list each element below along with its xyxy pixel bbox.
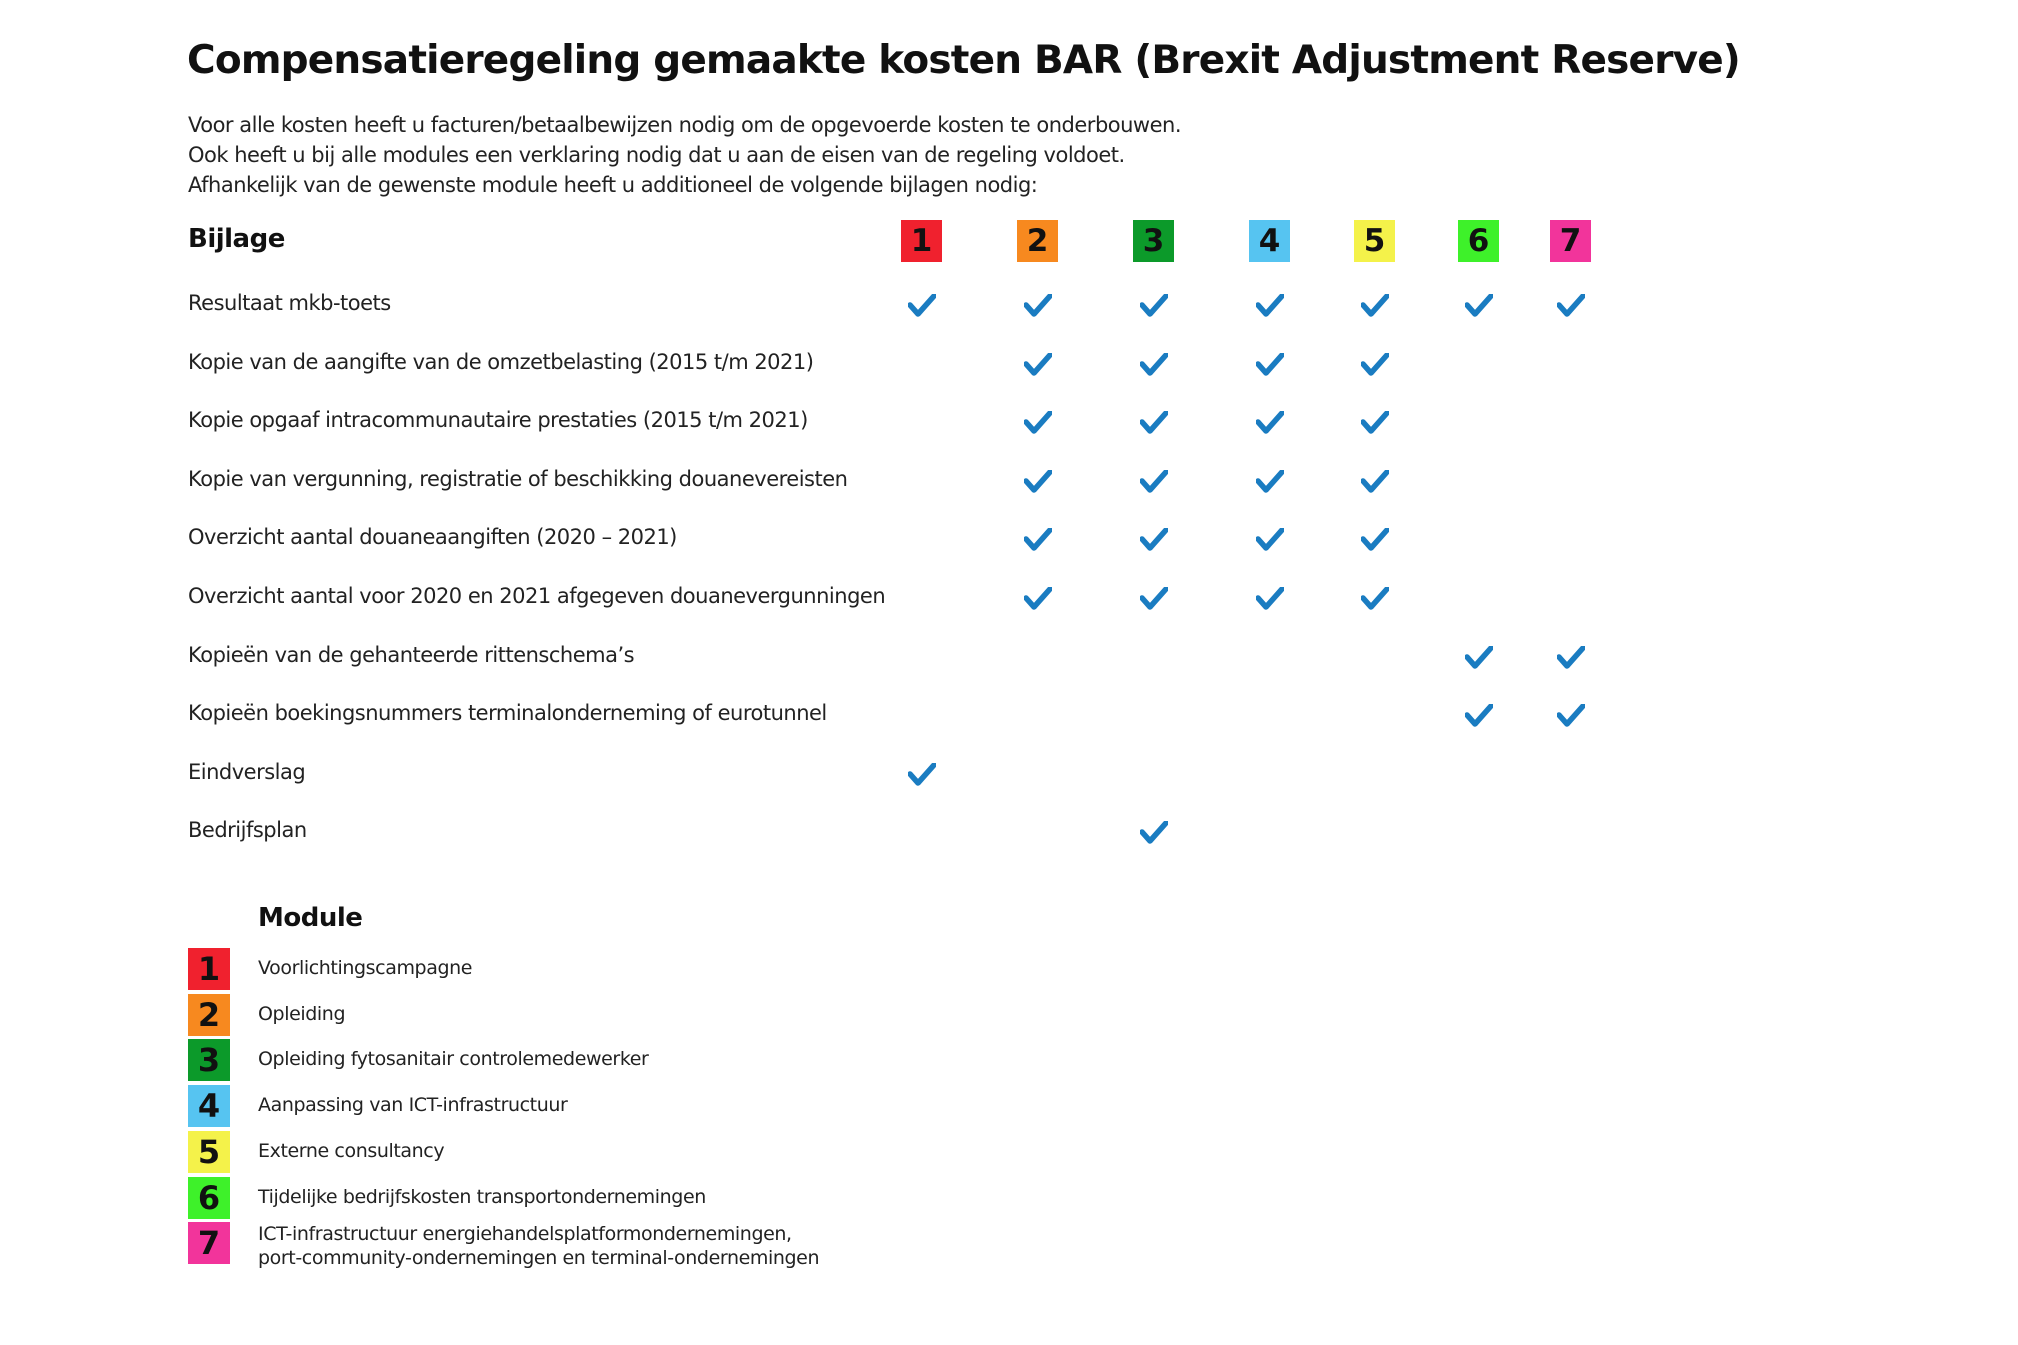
legend-item (188, 1039, 1388, 1083)
module-badge: 7 (188, 1222, 230, 1264)
checkmark-icon (1256, 587, 1284, 611)
module-description (258, 1047, 648, 1071)
checkmark-icon (1024, 353, 1052, 377)
checkmark-icon (1024, 411, 1052, 435)
module-description-line: Opleiding (258, 1002, 346, 1025)
intro-line: Afhankelijk van de gewenste module heeft u additioneel de volgende bijlagen nodig: (188, 173, 1038, 197)
table-row (0, 288, 2018, 328)
module-description-line: port-community-ondernemingen en terminal-ondernemingen (258, 1247, 820, 1270)
intro-line: Voor alle kosten heeft u facturen/betaalbewijzen nodig om de opgevoerde kosten te onderbouwen. (188, 113, 1182, 137)
checkmark-icon (1557, 704, 1585, 728)
legend-item (188, 1222, 1388, 1270)
checkmark-icon (1140, 353, 1168, 377)
module-description (258, 1093, 567, 1117)
module-badge: 4 (188, 1085, 230, 1127)
bijlage-label: Kopieën boekingsnummers terminalonderneming of eurotunnel (188, 701, 827, 726)
checkmark-icon (1361, 353, 1389, 377)
checkmark-icon (1256, 411, 1284, 435)
checkmark-icon (1256, 353, 1284, 377)
bijlage-label: Resultaat mkb-toets (188, 291, 391, 315)
checkmark-icon (1140, 470, 1168, 494)
module-heading: Module (258, 903, 363, 933)
checkmark-icon (1140, 821, 1168, 845)
intro-text (188, 110, 1181, 200)
bijlage-label: Kopieën van de gehanteerde rittenschema’s (188, 642, 635, 667)
module-description (258, 1002, 345, 1026)
bijlage-heading: Bijlage (188, 224, 285, 254)
checkmark-icon (1361, 587, 1389, 611)
table-row (0, 405, 2018, 445)
intro-line: Ook heeft u bij alle modules een verklaring nodig dat u aan de eisen van de regeling voldoet. (188, 143, 1125, 167)
module-7-column-badge: 7 (1550, 220, 1591, 262)
checkmark-icon (1024, 587, 1052, 611)
module-6-column-badge: 6 (1458, 220, 1499, 262)
legend-item (188, 948, 1388, 992)
module-description-line: Tijdelijke bedrijfskosten transportondernemingen (258, 1185, 706, 1208)
module-2-column-badge: 2 (1017, 220, 1058, 262)
bijlage-label: Kopie opgaaf intracommunautaire prestaties (2015 t/m 2021) (188, 408, 808, 433)
bijlage-label: Overzicht aantal voor 2020 en 2021 afgegeven douanevergunningen (188, 584, 886, 608)
module-badge: 6 (188, 1177, 230, 1219)
checkmark-icon (1465, 704, 1493, 728)
checkmark-icon (1557, 294, 1585, 318)
module-description-line: Externe consultancy (258, 1139, 445, 1162)
module-description (258, 956, 472, 980)
table-row (0, 640, 2018, 680)
checkmark-icon (1140, 411, 1168, 435)
table-row (0, 757, 2018, 797)
module-badge: 1 (188, 948, 230, 990)
legend-item (188, 994, 1388, 1038)
module-badge: 5 (188, 1131, 230, 1173)
checkmark-icon (908, 763, 936, 787)
checkmark-icon (1465, 646, 1493, 670)
module-1-column-badge: 1 (901, 220, 942, 262)
table-row (0, 522, 2018, 562)
table-row (0, 347, 2018, 387)
checkmark-icon (1256, 294, 1284, 318)
checkmark-icon (1140, 587, 1168, 611)
checkmark-icon (1361, 294, 1389, 318)
table-row (0, 581, 2018, 621)
module-description (258, 1222, 819, 1270)
checkmark-icon (1361, 528, 1389, 552)
checkmark-icon (1024, 470, 1052, 494)
module-badge: 3 (188, 1039, 230, 1081)
legend-item (188, 1085, 1388, 1129)
checkmark-icon (1024, 294, 1052, 318)
bijlage-label: Overzicht aantal douaneaangiften (2020 – 2021) (188, 525, 677, 550)
table-row (0, 815, 2018, 855)
legend-item (188, 1131, 1388, 1175)
bijlage-label: Kopie van vergunning, registratie of beschikking douanevereisten (188, 466, 848, 491)
module-description (258, 1185, 706, 1209)
checkmark-icon (1361, 470, 1389, 494)
checkmark-icon (908, 294, 936, 318)
bijlage-label: Eindverslag (188, 759, 306, 784)
checkmark-icon (1140, 294, 1168, 318)
table-row (0, 698, 2018, 738)
bijlage-label: Bedrijfsplan (188, 818, 307, 843)
checkmark-icon (1256, 470, 1284, 494)
module-description-line: Opleiding fytosanitair controlemedewerker (258, 1048, 649, 1071)
module-description (258, 1139, 444, 1163)
module-description-line: Voorlichtingscampagne (258, 957, 473, 979)
table-row (0, 464, 2018, 504)
module-5-column-badge: 5 (1354, 220, 1395, 262)
module-description-line: Aanpassing van ICT-infrastructuur (258, 1094, 568, 1117)
page-title: Compensatieregeling gemaakte kosten BAR (Brexit Adjustment Reserve) (187, 38, 1740, 83)
legend-item (188, 1177, 1388, 1221)
checkmark-icon (1465, 294, 1493, 318)
module-badge: 2 (188, 994, 230, 1036)
module-3-column-badge: 3 (1133, 220, 1174, 262)
bijlage-label: Kopie van de aangifte van de omzetbelasting (2015 t/m 2021) (188, 349, 814, 374)
checkmark-icon (1140, 528, 1168, 552)
checkmark-icon (1361, 411, 1389, 435)
module-description-line: ICT-infrastructuur energiehandelsplatformondernemingen, (258, 1223, 792, 1246)
checkmark-icon (1557, 646, 1585, 670)
checkmark-icon (1024, 528, 1052, 552)
module-4-column-badge: 4 (1249, 220, 1290, 262)
checkmark-icon (1256, 528, 1284, 552)
